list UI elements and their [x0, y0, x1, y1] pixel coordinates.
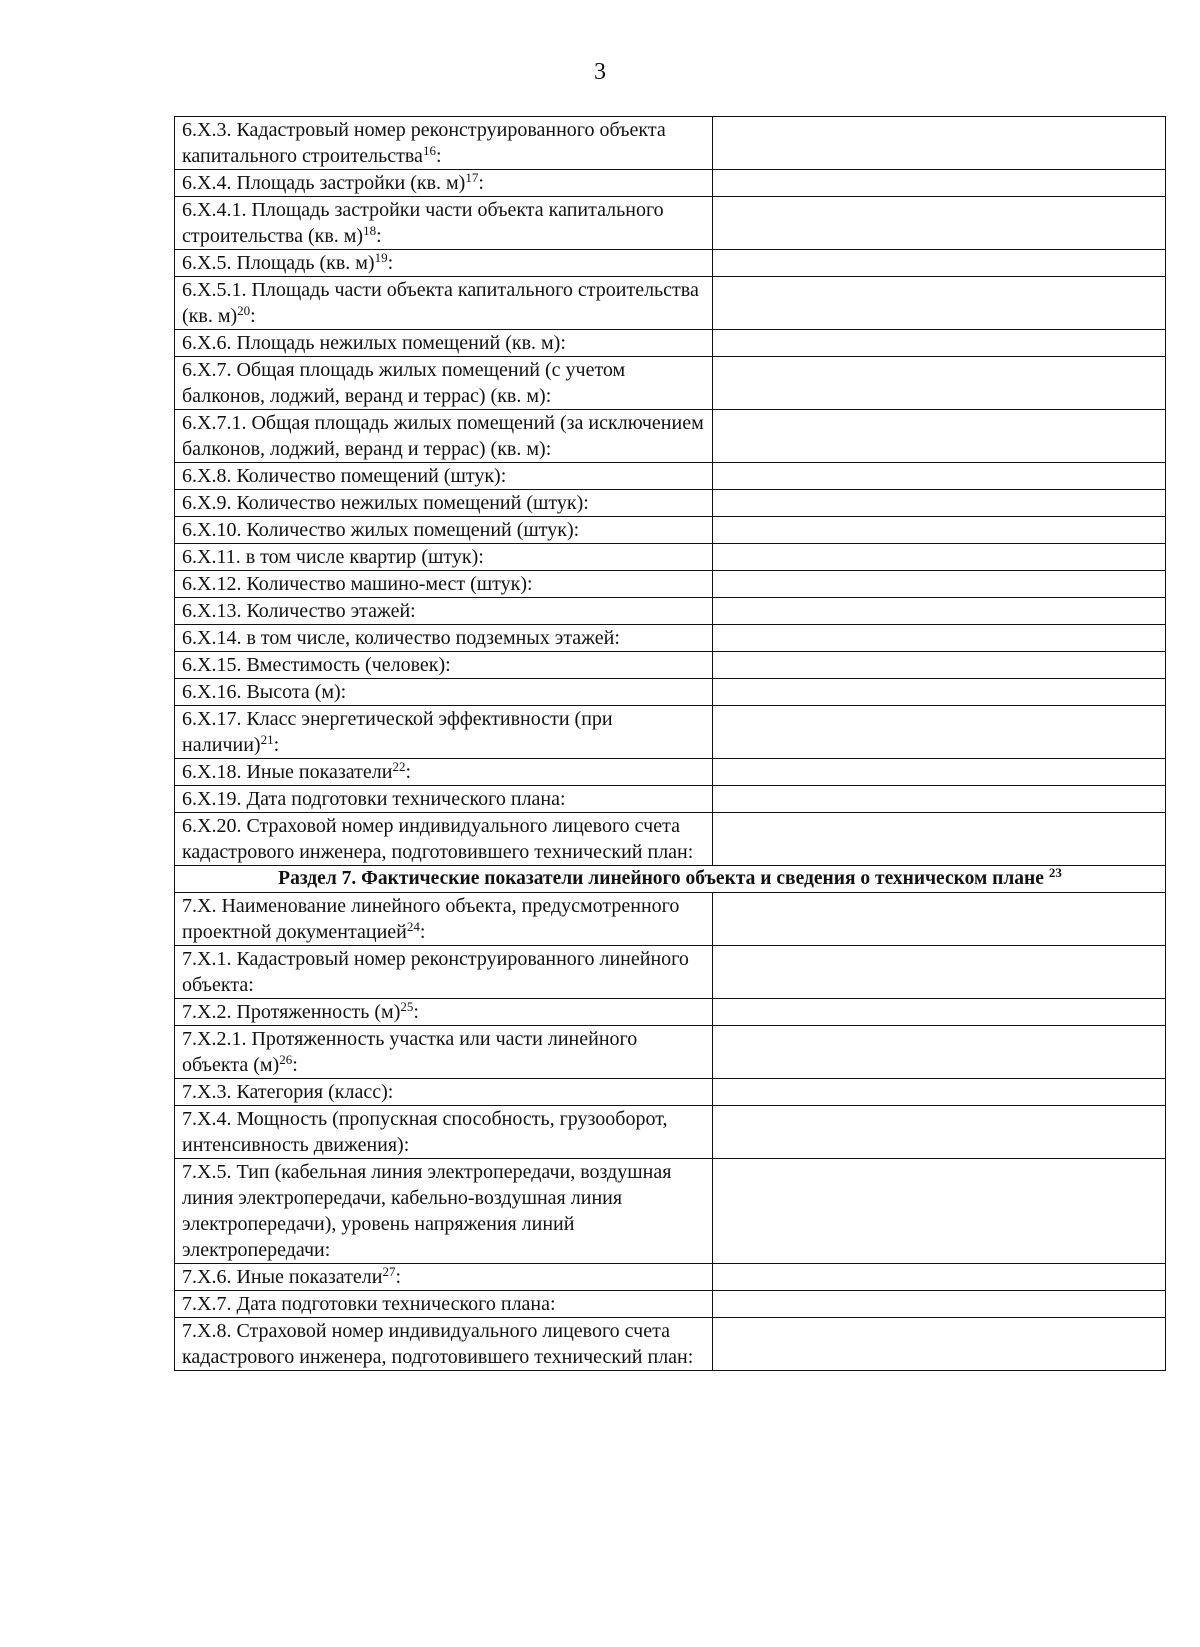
- field-value-cell[interactable]: [713, 410, 1166, 463]
- field-label: 7.X. Наименование линейного объекта, предусмотренного проектной документацией: [182, 895, 680, 943]
- field-value-cell[interactable]: [713, 1079, 1166, 1106]
- field-value-cell[interactable]: [713, 517, 1166, 544]
- field-value-cell[interactable]: [713, 759, 1166, 786]
- table-body: [175, 117, 1166, 1371]
- field-label-cell: [175, 1291, 713, 1318]
- field-label: 6.X.11. в том числе квартир (штук):: [182, 546, 484, 568]
- field-label-cell: [175, 330, 713, 357]
- field-label-cell: [175, 490, 713, 517]
- table-row: [175, 893, 1166, 946]
- table-row: [175, 277, 1166, 330]
- label-colon: :: [419, 921, 426, 943]
- field-label-cell: [175, 625, 713, 652]
- table-row: [175, 679, 1166, 706]
- field-label-cell: [175, 679, 713, 706]
- field-value-cell[interactable]: [713, 946, 1166, 999]
- field-label-cell: [175, 250, 713, 277]
- table-row: [175, 463, 1166, 490]
- field-value-cell[interactable]: [713, 786, 1166, 813]
- field-label: 6.X.6. Площадь нежилых помещений (кв. м):: [182, 332, 566, 354]
- field-label-cell: [175, 571, 713, 598]
- field-value-cell[interactable]: [713, 625, 1166, 652]
- field-label-cell: [175, 706, 713, 759]
- field-value-cell[interactable]: [713, 490, 1166, 517]
- table-row: [175, 170, 1166, 197]
- table-row: [175, 786, 1166, 813]
- field-label-cell: [175, 197, 713, 250]
- field-value-cell[interactable]: [713, 813, 1166, 866]
- table-row: [175, 490, 1166, 517]
- field-value-cell[interactable]: [713, 652, 1166, 679]
- field-label: 6.X.3. Кадастровый номер реконструированного объекта капитального строительства: [182, 119, 666, 167]
- section-heading: [175, 866, 1166, 893]
- table-row: [175, 999, 1166, 1026]
- page-number: 3: [594, 59, 606, 85]
- table-row: [175, 1318, 1166, 1371]
- field-value-cell[interactable]: [713, 679, 1166, 706]
- field-label: 6.X.4. Площадь застройки (кв. м): [182, 172, 466, 194]
- field-label: 7.X.7. Дата подготовки технического плана:: [182, 1293, 556, 1315]
- field-label: 7.X.8. Страховой номер индивидуального лицевого счета кадастрового инженера, подготовившего технический план:: [182, 1320, 694, 1368]
- field-value-cell[interactable]: [713, 1106, 1166, 1159]
- table-row: [175, 625, 1166, 652]
- label-colon: :: [250, 305, 256, 327]
- field-label-cell: [175, 517, 713, 544]
- label-colon: :: [435, 145, 442, 167]
- table-row: [175, 1079, 1166, 1106]
- footnote-marker: 25: [400, 999, 414, 1014]
- technical-plan-table: [174, 116, 1166, 1371]
- footnote-marker: 20: [237, 303, 251, 318]
- field-value-cell[interactable]: [713, 463, 1166, 490]
- field-value-cell[interactable]: [713, 357, 1166, 410]
- field-label-cell: [175, 170, 713, 197]
- table-row: [175, 250, 1166, 277]
- field-value-cell[interactable]: [713, 1318, 1166, 1371]
- field-label-cell: [175, 277, 713, 330]
- field-label: 6.X.10. Количество жилых помещений (штук):: [182, 519, 580, 541]
- table-row: [175, 330, 1166, 357]
- section-heading-text: Раздел 7. Фактические показатели линейного объекта и сведения о техническом плане: [278, 868, 1044, 889]
- field-label-cell: [175, 652, 713, 679]
- label-colon: :: [405, 761, 412, 783]
- table-row: [175, 410, 1166, 463]
- field-value-cell[interactable]: [713, 893, 1166, 946]
- field-label-cell: [175, 598, 713, 625]
- field-label: 6.X.7. Общая площадь жилых помещений (с учетом балконов, лоджий, веранд и террас) (кв. м):: [182, 359, 626, 407]
- field-label: 6.X.17. Класс энергетической эффективности (при наличии): [182, 708, 613, 756]
- field-label-cell: [175, 357, 713, 410]
- field-label-cell: [175, 1106, 713, 1159]
- table-row: [175, 544, 1166, 571]
- footnote-marker: 18: [363, 223, 377, 238]
- field-label: 7.X.1. Кадастровый номер реконструированного линейного объекта:: [182, 948, 689, 996]
- footnote-marker: 16: [422, 143, 436, 158]
- field-label-cell: [175, 410, 713, 463]
- table-row: [175, 517, 1166, 544]
- table-row: [175, 197, 1166, 250]
- field-label: 6.X.4.1. Площадь застройки части объекта капитального строительства (кв. м): [182, 199, 664, 247]
- field-label-cell: [175, 1264, 713, 1291]
- field-label: 6.X.12. Количество машино-мест (штук):: [182, 573, 533, 595]
- field-value-cell[interactable]: [713, 277, 1166, 330]
- table-row: [175, 1264, 1166, 1291]
- field-value-cell[interactable]: [713, 330, 1166, 357]
- label-colon: :: [376, 225, 382, 247]
- table-row: [175, 1106, 1166, 1159]
- footnote-marker: 22: [392, 759, 406, 774]
- field-label-cell: [175, 759, 713, 786]
- field-value-cell[interactable]: [713, 706, 1166, 759]
- label-colon: :: [273, 734, 280, 756]
- field-value-cell[interactable]: [713, 1159, 1166, 1264]
- field-label: 6.X.20. Страховой номер индивидуального лицевого счета кадастрового инженера, подготовившего технический план:: [182, 815, 694, 863]
- field-value-cell[interactable]: [713, 598, 1166, 625]
- table-row: [175, 759, 1166, 786]
- footnote-marker: 17: [465, 170, 479, 185]
- table-row: [175, 706, 1166, 759]
- field-label-cell: [175, 544, 713, 571]
- footnote-marker: 19: [374, 250, 388, 265]
- footnote-marker: 21: [260, 732, 274, 747]
- field-value-cell[interactable]: [713, 1264, 1166, 1291]
- field-label: 7.X.2.1. Протяженность участка или части линейного объекта (м): [182, 1028, 638, 1076]
- field-label: 6.X.5.1. Площадь части объекта капитального строительства (кв. м): [182, 279, 699, 327]
- field-label: 6.X.7.1. Общая площадь жилых помещений (за исключением балконов, лоджий, веранд и террас) (кв. м):: [182, 412, 704, 460]
- field-label-cell: [175, 117, 713, 170]
- field-label-cell: [175, 463, 713, 490]
- table-row: [175, 1159, 1166, 1264]
- field-label-cell: [175, 1026, 713, 1079]
- field-label: 6.X.19. Дата подготовки технического плана:: [182, 788, 566, 810]
- table-row: [175, 946, 1166, 999]
- label-colon: :: [292, 1054, 298, 1076]
- table-row: [175, 117, 1166, 170]
- field-label-cell: [175, 786, 713, 813]
- field-label-cell: [175, 1079, 713, 1106]
- section-heading-row: [175, 866, 1166, 893]
- field-value-cell[interactable]: [713, 117, 1166, 170]
- footnote-marker: 26: [279, 1052, 293, 1067]
- field-value-cell[interactable]: [713, 1291, 1166, 1318]
- field-label-cell: [175, 893, 713, 946]
- field-label-cell: [175, 1318, 713, 1371]
- field-label: 7.X.6. Иные показатели: [182, 1266, 383, 1288]
- field-label: 7.X.3. Категория (класс):: [182, 1081, 394, 1103]
- field-value-cell[interactable]: [713, 1026, 1166, 1079]
- label-colon: :: [387, 252, 394, 274]
- field-label: 6.X.13. Количество этажей:: [182, 600, 416, 622]
- footnote-marker: 23: [1048, 865, 1062, 880]
- table-row: [175, 652, 1166, 679]
- field-value-cell[interactable]: [713, 250, 1166, 277]
- field-label: 6.X.18. Иные показатели: [182, 761, 393, 783]
- label-colon: :: [395, 1266, 402, 1288]
- field-label: 6.X.14. в том числе, количество подземных этажей:: [182, 627, 620, 649]
- field-label-cell: [175, 999, 713, 1026]
- field-value-cell[interactable]: [713, 197, 1166, 250]
- field-label: 6.X.16. Высота (м):: [182, 681, 347, 703]
- table-row: [175, 571, 1166, 598]
- field-value-cell[interactable]: [713, 544, 1166, 571]
- table-row: [175, 598, 1166, 625]
- field-value-cell[interactable]: [713, 999, 1166, 1026]
- table-row: [175, 1291, 1166, 1318]
- field-label: 6.X.15. Вместимость (человек):: [182, 654, 451, 676]
- table-row: [175, 813, 1166, 866]
- field-label-cell: [175, 946, 713, 999]
- footnote-marker: 24: [406, 919, 420, 934]
- field-label-cell: [175, 1159, 713, 1264]
- table-row: [175, 1026, 1166, 1079]
- field-label: 6.X.5. Площадь (кв. м): [182, 252, 375, 274]
- label-colon: :: [478, 172, 484, 194]
- table-row: [175, 357, 1166, 410]
- footnote-marker: 27: [382, 1264, 396, 1279]
- field-label: 6.X.8. Количество помещений (штук):: [182, 465, 507, 487]
- field-value-cell[interactable]: [713, 170, 1166, 197]
- field-label-cell: [175, 813, 713, 866]
- label-colon: :: [413, 1001, 419, 1023]
- field-value-cell[interactable]: [713, 571, 1166, 598]
- field-label: 6.X.9. Количество нежилых помещений (штук):: [182, 492, 589, 514]
- field-label: 7.X.2. Протяженность (м): [182, 1001, 401, 1023]
- field-label: 7.X.4. Мощность (пропускная способность, грузооборот, интенсивность движения):: [182, 1108, 668, 1156]
- field-label: 7.X.5. Тип (кабельная линия электропередачи, воздушная линия электропередачи, кабельно-воздушная линия электропередачи), уровень напряжения линий электропередачи:: [182, 1161, 672, 1261]
